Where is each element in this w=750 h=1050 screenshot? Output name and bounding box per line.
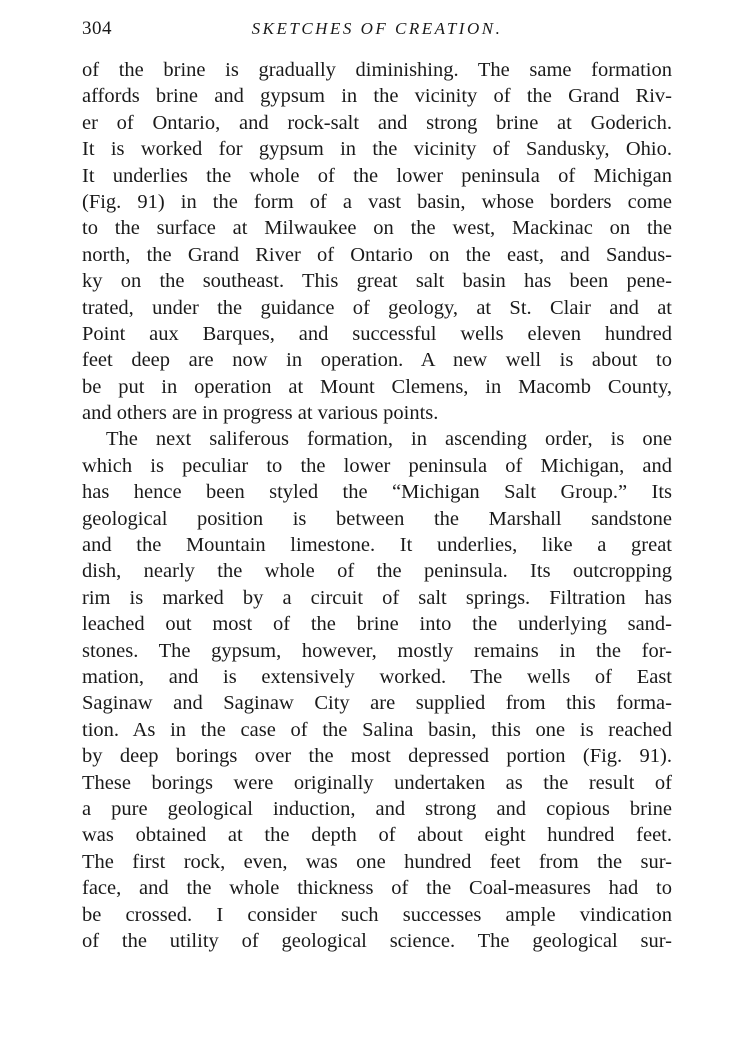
text-line: leached out most of the brine into the underlying sand-	[82, 613, 672, 636]
text-line: er of Ontario, and rock-salt and strong brine at Goderich.	[82, 111, 672, 134]
text-line: tion. As in the case of the Salina basin, this one is reached	[82, 718, 672, 741]
text-line: be put in operation at Mount Clemens, in Macomb County,	[82, 375, 672, 398]
text-line: It underlies the whole of the lower peninsula of Michigan	[82, 164, 672, 187]
paragraph-end-line: and others are in progress at various points.	[82, 402, 439, 425]
text-line: be crossed. I consider such successes ample vindication	[82, 903, 672, 926]
paragraph-start-line: The next saliferous formation, in ascending order, is one	[106, 428, 672, 451]
text-line: and the Mountain limestone. It underlies, like a great	[82, 534, 672, 557]
text-line: geological position is between the Marshall sandstone	[82, 507, 672, 530]
text-line: Saginaw and Saginaw City are supplied from this forma-	[82, 692, 672, 715]
text-line: dish, nearly the whole of the peninsula. Its outcropping	[82, 560, 672, 583]
text-line: Point aux Barques, and successful wells eleven hundred	[82, 322, 672, 345]
text-line: mation, and is extensively worked. The wells of East	[82, 665, 672, 688]
text-line: The first rock, even, was one hundred feet from the sur-	[82, 850, 672, 873]
text-line: face, and the whole thickness of the Coal-measures had to	[82, 877, 672, 900]
running-head: SKETCHES OF CREATION.	[251, 19, 503, 38]
text-line: affords brine and gypsum in the vicinity of the Grand Riv-	[82, 85, 672, 108]
text-line: north, the Grand River of Ontario on the east, and Sandus-	[82, 243, 672, 266]
text-line: which is peculiar to the lower peninsula of Michigan, and	[82, 454, 672, 477]
text-line: trated, under the guidance of geology, at St. Clair and at	[82, 296, 672, 319]
text-line: It is worked for gypsum in the vicinity of Sandusky, Ohio.	[82, 138, 672, 161]
text-line: was obtained at the depth of about eight hundred feet.	[82, 824, 672, 847]
text-line: by deep borings over the most depressed portion (Fig. 91).	[82, 745, 672, 768]
text-line: (Fig. 91) in the form of a vast basin, whose borders come	[82, 190, 672, 213]
text-line: has hence been styled the “Michigan Salt Group.” Its	[82, 481, 672, 504]
page-header	[82, 18, 672, 48]
text-line: rim is marked by a circuit of salt springs. Filtration has	[82, 586, 672, 609]
text-line: of the brine is gradually diminishing. The same formation	[82, 59, 672, 81]
page-number: 304	[82, 18, 112, 39]
text-line: stones. The gypsum, however, mostly remains in the for-	[82, 639, 672, 662]
text-line: feet deep are now in operation. A new well is about to	[82, 349, 672, 372]
text-line: a pure geological induction, and strong and copious brine	[82, 797, 672, 820]
text-line: ky on the southeast. This great salt basin has been pene-	[82, 270, 672, 293]
text-line: of the utility of geological science. The geological sur-	[82, 929, 672, 952]
text-line: to the surface at Milwaukee on the west, Mackinac on the	[82, 217, 672, 240]
body-text	[82, 57, 672, 954]
text-line: These borings were originally undertaken as the result of	[82, 771, 672, 794]
